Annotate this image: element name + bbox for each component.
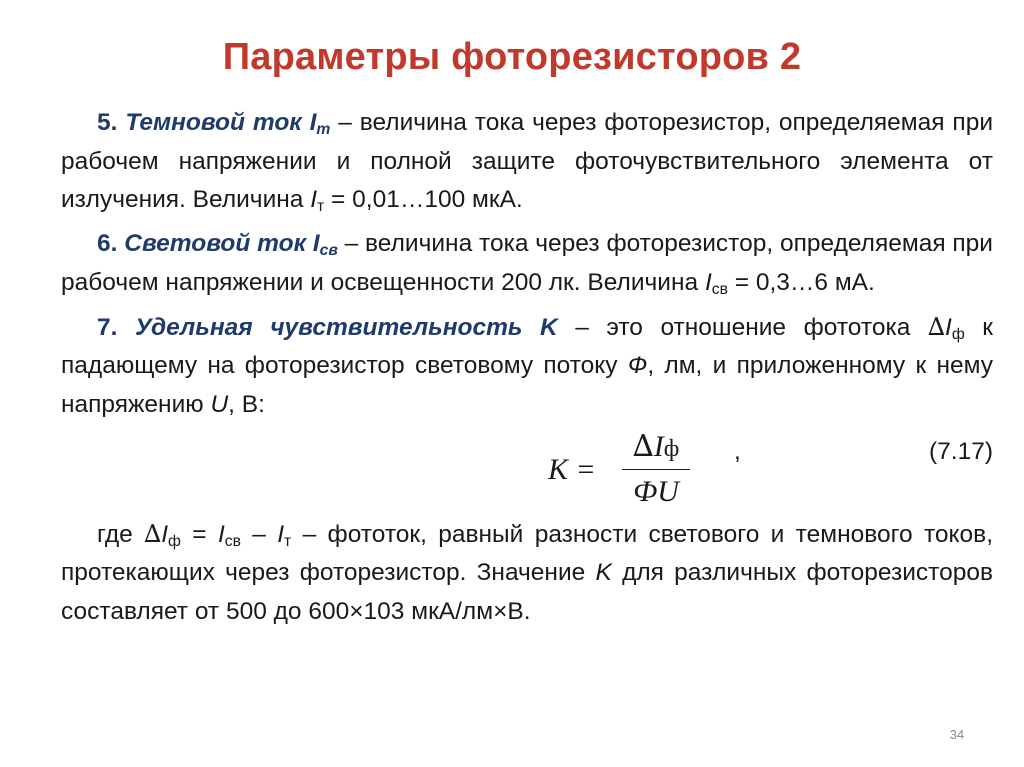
- formula-denominator: ФU: [633, 474, 679, 508]
- slide-body: [61, 104, 993, 632]
- paragraph-sensitivity: 7. Удельная чувствительность K – это отношение фототока $\Delta I_ф$ к падающему на фоторезистор световому потоку Ф, лм, и приложенному к нему напряжению U, В:: [61, 311, 994, 418]
- formula-7-17: [61, 427, 993, 515]
- term-dark-current: Темновой ток $I_т$: [125, 109, 331, 138]
- item-number: 6.: [97, 230, 118, 258]
- delta-symbol: ∆: [927, 311, 946, 341]
- paragraph-light-current: 6. Световой ток $I_{св}$ – величина тока через фоторезистор, определяемая при рабочем напряжении и освещенности 200 лк. Величина $I_{св}$ = 0,3…6 мА.: [61, 230, 993, 298]
- var-light-current: I: [704, 268, 712, 296]
- paragraph-dark-current: 5. Темновой ток $I_т$ – величина тока через фоторезистор, определяемая при рабочем напряжении и полной защите фоточувствительного элемента от излучения. Величина $I_т$ = 0,01…100 мкА.: [61, 109, 994, 216]
- paragraph-photocurrent: где $\Delta I_ф = I_{св} - I_т$ – фототок, равный разности светового и темнового токов, протекающих через фоторезистор. Значение K для различных фоторезисторов составляет от 500 до 600×103 мкА/лм×В.: [61, 518, 993, 626]
- formula-lhs: K =: [548, 452, 596, 486]
- formula-comma: ,: [734, 437, 741, 465]
- formula-fraction: [622, 427, 690, 510]
- formula-numerator: ∆Iф: [632, 428, 680, 464]
- item-number: 5.: [97, 109, 118, 136]
- term-specific-sensitivity: Удельная чувствительность K: [135, 313, 558, 341]
- item-number: 7.: [97, 313, 118, 341]
- equation-number: (7.17): [928, 437, 993, 465]
- delta-symbol: ∆: [144, 518, 162, 548]
- term-light-current: Световой ток $I_{св}$: [124, 230, 338, 260]
- page-number: 34: [949, 727, 965, 742]
- var-dark-current: I: [310, 186, 318, 214]
- slide-title: Параметры фоторезисторов 2: [222, 36, 802, 78]
